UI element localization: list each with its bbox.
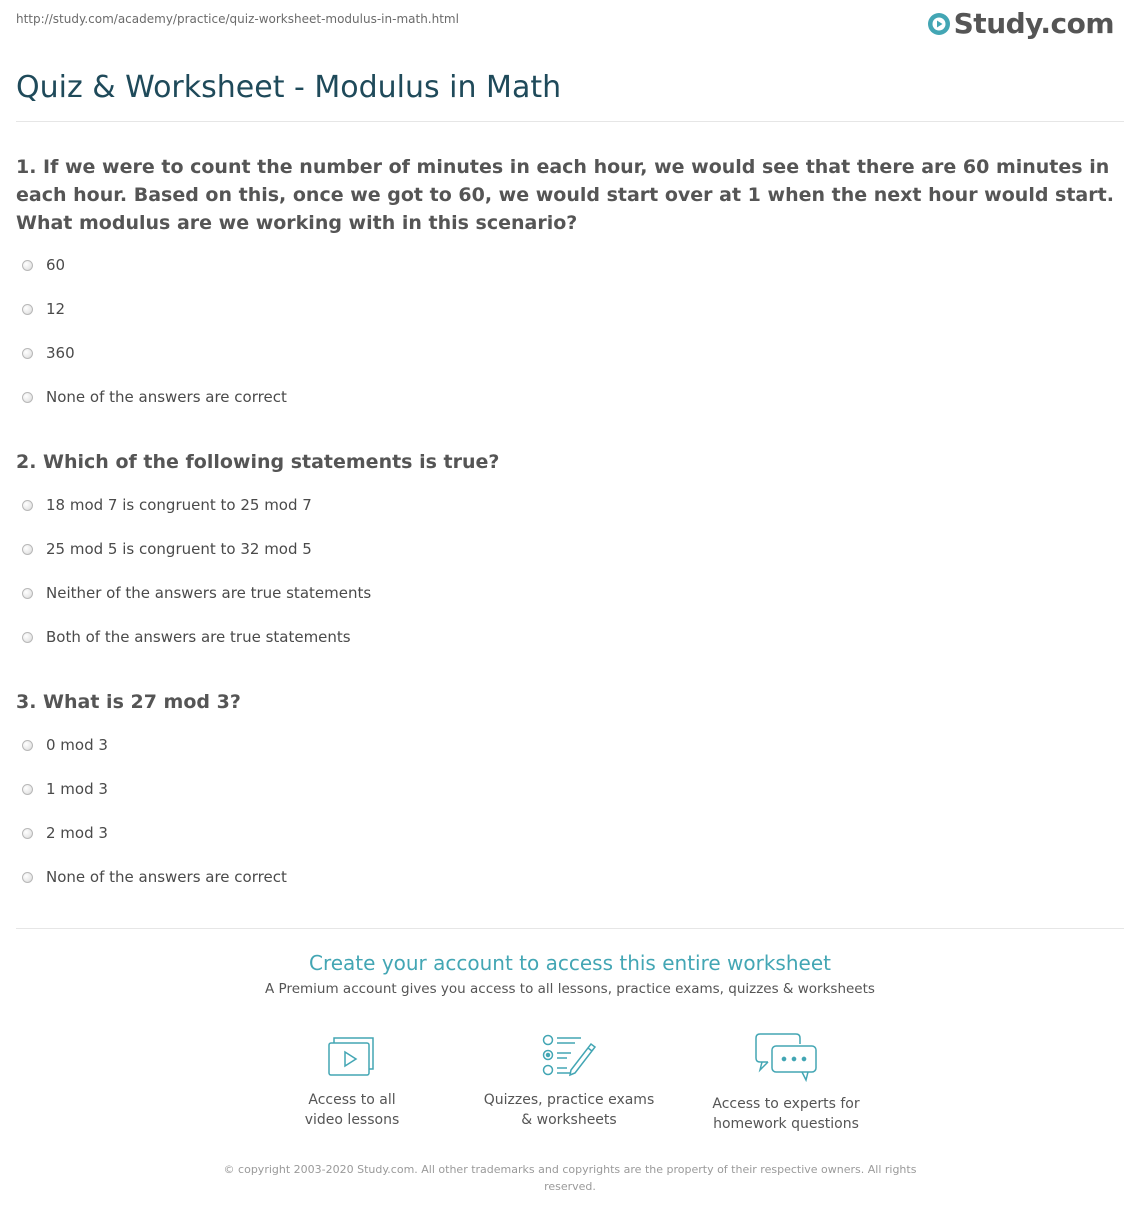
feature-label-line2: & worksheets — [521, 1112, 617, 1128]
radio-button[interactable] — [22, 588, 33, 599]
question-1-option-3[interactable] — [22, 344, 75, 362]
question-1-option-1[interactable] — [22, 256, 65, 274]
radio-button[interactable] — [22, 784, 33, 795]
radio-button[interactable] — [22, 260, 33, 271]
radio-button[interactable] — [22, 304, 33, 315]
question-1-option-2[interactable] — [22, 300, 65, 318]
option-label: 18 mod 7 is congruent to 25 mod 7 — [46, 496, 312, 514]
option-label: None of the answers are correct — [46, 388, 287, 406]
question-2-option-2[interactable] — [22, 540, 312, 558]
question-3-text: 3. What is 27 mod 3? — [16, 691, 241, 713]
radio-button[interactable] — [22, 828, 33, 839]
create-account-link[interactable]: Create your account to access this entire worksheet — [309, 951, 831, 975]
option-label: 25 mod 5 is congruent to 32 mod 5 — [46, 540, 312, 558]
feature-label-line1: Access to all — [308, 1092, 396, 1108]
radio-button[interactable] — [22, 740, 33, 751]
feature-label-line1: Quizzes, practice exams — [483, 1092, 655, 1108]
option-label: None of the answers are correct — [46, 868, 287, 886]
promo-subtitle: A Premium account gives you access to all lessons, practice exams, quizzes & worksheets — [265, 981, 875, 997]
option-label: 2 mod 3 — [46, 824, 108, 842]
feature-video-lessons — [252, 1032, 452, 1130]
feature-experts — [686, 1032, 886, 1134]
quiz-checklist-icon — [541, 1032, 597, 1078]
play-circle-icon — [927, 12, 951, 36]
question-2-option-4[interactable] — [22, 628, 351, 646]
page-title: Quiz & Worksheet - Modulus in Math — [16, 70, 562, 105]
title-divider — [16, 121, 1124, 122]
feature-label-line2: video lessons — [304, 1112, 400, 1128]
radio-button[interactable] — [22, 348, 33, 359]
radio-button[interactable] — [22, 500, 33, 511]
question-1-text: 1. If we were to count the number of minutes in each hour, we would see that there are 60 minutes in each hour. Based on this, once we got to 60, we would start over at 1 when the next hour would start. What modulus are we working with in this scenario? — [16, 156, 1114, 234]
feature-label-line1: Access to experts for — [712, 1096, 860, 1112]
option-label: Both of the answers are true statements — [46, 628, 351, 646]
radio-button[interactable] — [22, 632, 33, 643]
question-1-option-4[interactable] — [22, 388, 287, 406]
option-label: 60 — [46, 256, 66, 274]
question-2-option-3[interactable] — [22, 584, 371, 602]
radio-button[interactable] — [22, 872, 33, 883]
option-label: 360 — [46, 344, 75, 362]
feature-label-line2: homework questions — [713, 1116, 859, 1132]
feature-quizzes — [469, 1032, 669, 1130]
promo-divider — [16, 928, 1124, 929]
question-3-option-4[interactable] — [22, 868, 287, 886]
radio-button[interactable] — [22, 544, 33, 555]
option-label: Neither of the answers are true statements — [46, 584, 372, 602]
question-3-option-3[interactable] — [22, 824, 108, 842]
radio-button[interactable] — [22, 392, 33, 403]
page-url[interactable]: http://study.com/academy/practice/quiz-worksheet-modulus-in-math.html — [16, 12, 459, 26]
question-3-option-2[interactable] — [22, 780, 108, 798]
question-2-option-1[interactable] — [22, 496, 312, 514]
option-label: 12 — [46, 300, 66, 318]
expert-chat-icon — [754, 1032, 818, 1082]
option-label: 1 mod 3 — [46, 780, 108, 798]
logo-text: Study.com — [953, 7, 1114, 40]
question-3-option-1[interactable] — [22, 736, 108, 754]
option-label: 0 mod 3 — [46, 736, 108, 754]
study-logo[interactable] — [927, 8, 1114, 40]
copyright-notice: © copyright 2003-2020 Study.com. All other trademarks and copyrights are the property of their respective owners. All rights reserved. — [223, 1163, 917, 1193]
video-lessons-icon — [326, 1032, 378, 1078]
question-2-text: 2. Which of the following statements is true? — [16, 451, 500, 473]
